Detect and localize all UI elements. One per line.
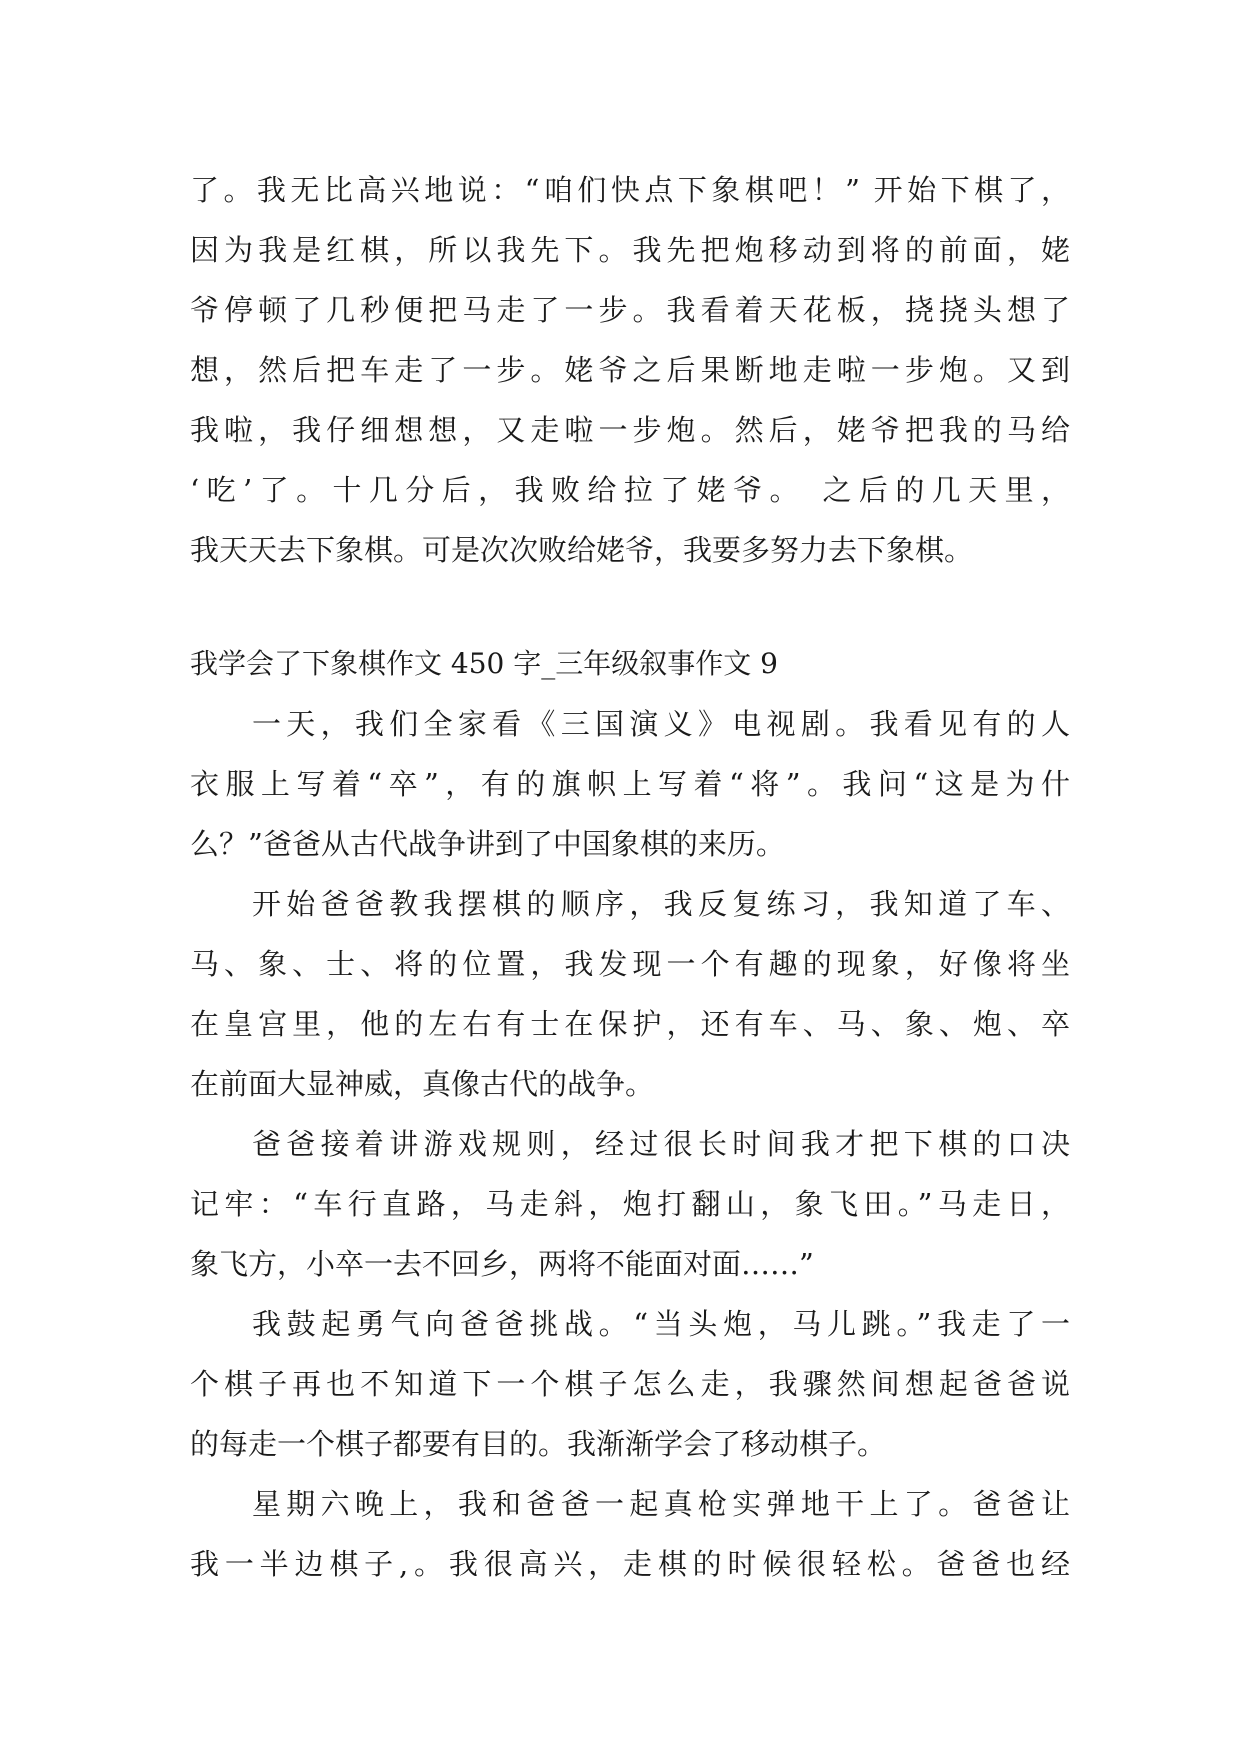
paragraph-line: 在皇宫里，他的左右有士在保护，还有车、马、象、炮、卒 [190, 1007, 1070, 1041]
previous-story-ending [190, 160, 1070, 580]
paragraph-line: 衣服上写着“卒”，有的旗帜上写着“将”。我问“这是为什 [190, 767, 1070, 801]
paragraph-line: 爷停顿了几秒便把马走了一步。我看着天花板，挠挠头想了 [190, 293, 1070, 327]
paragraph-1 [190, 694, 1070, 874]
paragraph-line: 马、象、士、将的位置，我发现一个有趣的现象，好像将坐 [190, 947, 1070, 981]
paragraph-line: 一天，我们全家看《三国演义》电视剧。我看见有的人 [252, 707, 1070, 741]
paragraph-line: 个棋子再也不知道下一个棋子怎么走，我骤然间想起爸爸说 [190, 1367, 1070, 1401]
paragraph-line: 我鼓起勇气向爸爸挑战。“当头炮，马儿跳。”我走了一 [252, 1307, 1070, 1341]
document-body [190, 160, 1070, 1594]
paragraph-line: 象飞方，小卒一去不回乡，两将不能面对面……” [190, 1247, 814, 1281]
paragraph-5 [190, 1474, 1070, 1594]
paragraph-line: 在前面大显神威，真像古代的战争。 [190, 1067, 655, 1101]
paragraph-line: 我一半边棋子,。我很高兴，走棋的时候很轻松。爸爸也经 [190, 1547, 1070, 1581]
paragraph-line: 开始爸爸教我摆棋的顺序，我反复练习，我知道了车、 [252, 887, 1070, 921]
section-gap [190, 580, 1070, 634]
paragraph-2 [190, 874, 1070, 1114]
paragraph-line: 记牢：“车行直路，马走斜，炮打翻山，象飞田。”马走日， [190, 1187, 1070, 1221]
paragraph-line: 么？”爸爸从古代战争讲到了中国象棋的来历。 [190, 827, 785, 861]
paragraph-3 [190, 1114, 1070, 1294]
paragraph-line: 了。我无比高兴地说：“咱们快点下象棋吧！” 开始下棋了， [190, 173, 1070, 207]
paragraph-line: 因为我是红棋，所以我先下。我先把炮移动到将的前面，姥 [190, 233, 1070, 267]
paragraph-line: ‘吃’了。十几分后，我败给拉了姥爷。 之后的几天里， [190, 473, 1070, 507]
paragraph-line: 我啦，我仔细想想，又走啦一步炮。然后，姥爷把我的马给 [190, 413, 1070, 447]
paragraph-line: 的每走一个棋子都要有目的。我渐渐学会了移动棋子。 [190, 1427, 887, 1461]
paragraph-4 [190, 1294, 1070, 1474]
paragraph-line: 我天天去下象棋。可是次次败给姥爷，我要多努力去下象棋。 [190, 533, 974, 567]
paragraph-line: 爸爸接着讲游戏规则，经过很长时间我才把下棋的口决 [252, 1127, 1070, 1161]
paragraph-line: 想，然后把车走了一步。姥爷之后果断地走啦一步炮。又到 [190, 353, 1070, 387]
essay-title: 我学会了下象棋作文 450 字_三年级叙事作文 9 [190, 647, 778, 680]
paragraph-line: 星期六晚上，我和爸爸一起真枪实弹地干上了。爸爸让 [252, 1487, 1070, 1521]
